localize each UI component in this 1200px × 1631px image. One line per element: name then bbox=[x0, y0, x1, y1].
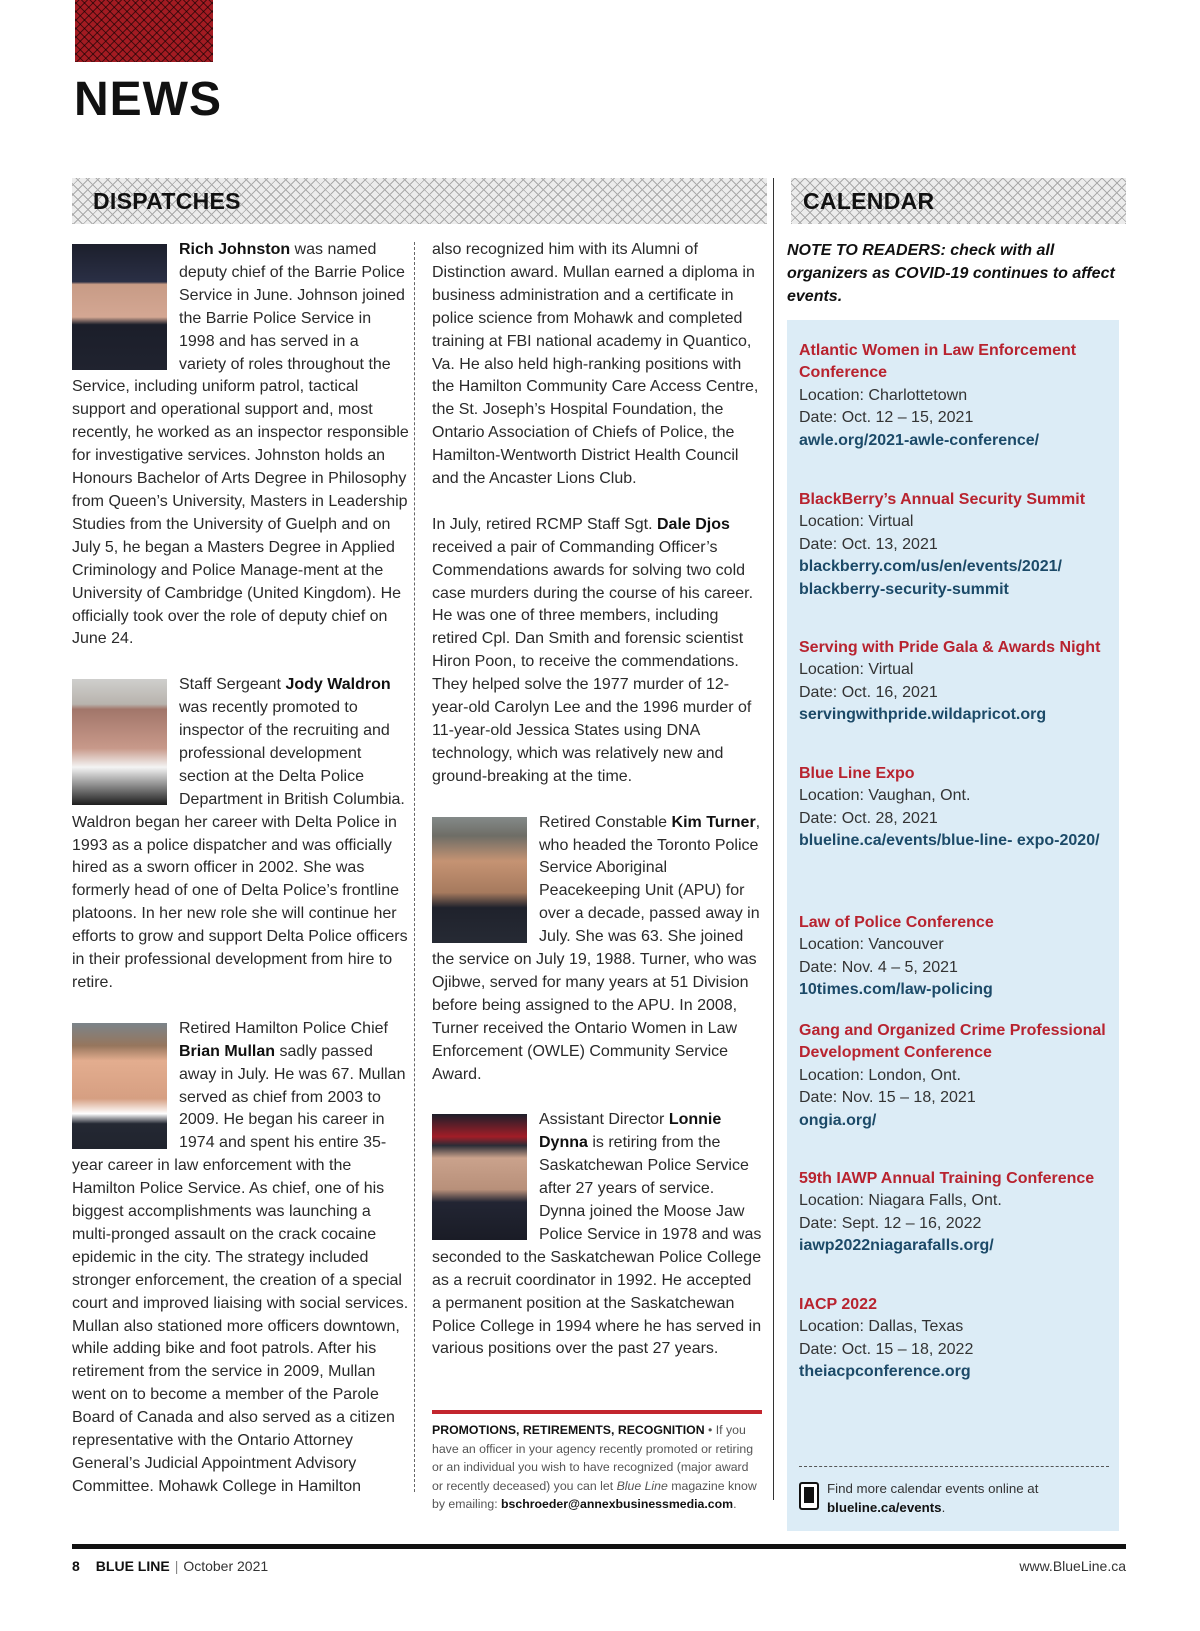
calendar-event bbox=[799, 1020, 1111, 1132]
event-link[interactable]: blueline.ca/events/blue-line- expo-2020/ bbox=[799, 832, 1100, 850]
event-location: Location: Niagara Falls, Ont. bbox=[799, 1192, 1002, 1210]
section-title: NEWS bbox=[74, 73, 222, 126]
person-name: Brian Mullan bbox=[179, 1042, 276, 1060]
dispatches-band bbox=[72, 178, 767, 224]
event-title: Law of Police Conference bbox=[799, 914, 994, 931]
event-date: Date: Oct. 16, 2021 bbox=[799, 683, 938, 701]
footer-rule bbox=[72, 1544, 1126, 1549]
dispatch-johnston bbox=[72, 239, 410, 651]
person-name: Lonnie Dynna bbox=[539, 1111, 722, 1152]
event-title: Atlantic Women in Law Enforcement Conference bbox=[799, 342, 1077, 382]
event-title: BlackBerry’s Annual Security Summit bbox=[799, 491, 1086, 508]
event-location: Location: London, Ont. bbox=[799, 1066, 961, 1084]
column-divider bbox=[414, 242, 415, 1492]
calendar-events-link[interactable]: blueline.ca/events bbox=[827, 1500, 942, 1515]
event-location: Location: Charlottetown bbox=[799, 386, 968, 404]
magazine-brand: BLUE LINE bbox=[95, 1558, 170, 1574]
dispatches-column-1 bbox=[72, 239, 410, 1499]
event-title: IACP 2022 bbox=[799, 1296, 877, 1313]
calendar-event bbox=[799, 637, 1111, 727]
dispatch-turner: Retired Constable Kim Turner, who headed the Toronto Police Service Aboriginal Peacekeeping Unit (APU) for over a decade, passed away in July. She was 63. She joined the service on July 19, 1988. Turner, who was Ojibwe, served for many years at 51 Division before being assigned to the APU. In 2008, Turner received the Ontario Women in Law Enforcement (OWLE) Community Service Award. bbox=[432, 813, 761, 1083]
dispatch-text: is retiring from the Saskatchewan Police Service after 27 years of service. Dynna joined the Moose Jaw Police Service in 1978 and was seconded to the Saskatchewan Police College as a recruit coordinator in 1992. He accepted a permanent position at the Saskatchewan Police College in 1994 where he has served in various positions over the past 27 years. bbox=[432, 1134, 762, 1358]
event-link[interactable]: theiacpconference.org bbox=[799, 1363, 971, 1381]
calendar-event bbox=[799, 763, 1111, 853]
page-number: 8 bbox=[72, 1558, 80, 1574]
event-link[interactable]: awle.org/2021-awle-conference/ bbox=[799, 431, 1040, 449]
event-date: Date: Oct. 13, 2021 bbox=[799, 535, 938, 553]
event-location: Location: Vaughan, Ont. bbox=[799, 787, 971, 805]
event-location: Location: Virtual bbox=[799, 661, 914, 679]
event-link[interactable]: blackberry.com/us/en/events/2021/ blackberry-security-summit bbox=[799, 558, 1062, 598]
turner-photo bbox=[432, 817, 527, 943]
calendar-divider bbox=[773, 178, 774, 1500]
event-date: Date: Oct. 12 – 15, 2021 bbox=[799, 409, 974, 427]
mullan-photo bbox=[72, 1023, 167, 1149]
waldron-photo bbox=[72, 679, 167, 805]
event-date: Date: Oct. 28, 2021 bbox=[799, 809, 938, 827]
calendar-heading: CALENDAR bbox=[803, 188, 935, 214]
footer-left: 8 BLUE LINE | October 2021 bbox=[72, 1558, 269, 1574]
event-title: 59th IAWP Annual Training Conference bbox=[799, 1170, 1095, 1187]
event-location: Location: Dallas, Texas bbox=[799, 1318, 964, 1336]
calendar-note: NOTE TO READERS: check with all organizers as COVID-19 continues to affect events. bbox=[787, 242, 1115, 305]
dispatch-dynna: Assistant Director Lonnie Dynna is retiring from the Saskatchewan Police Service after 27 years of service. Dynna joined the Moose Jaw Police Service in 1978 and was seconded to the Saskatchewan Police College as a recruit coordinator in 1992. He accepted a permanent position at the Saskatchewan Police College in 1994 where he has served in various positions over the past 27 years. bbox=[432, 1111, 762, 1358]
issue-date: October 2021 bbox=[183, 1558, 269, 1574]
person-name: Rich Johnston bbox=[179, 241, 291, 258]
person-name: Kim Turner bbox=[671, 813, 756, 831]
calendar-event bbox=[799, 912, 1111, 1002]
event-title: Gang and Organized Crime Professional Development Conference bbox=[799, 1022, 1106, 1062]
dispatches-column-2 bbox=[432, 239, 762, 1361]
event-link[interactable]: ongia.org/ bbox=[799, 1111, 877, 1129]
event-link[interactable]: servingwithpride.wildapricot.org bbox=[799, 706, 1047, 724]
dispatch-text: sadly passed away in July. He was 67. Mullan served as chief from 2003 to 2009. He began his career in 1974 and spent his entire 35-year career in law enforcement with the Hamilton Police Service. As chief, one of his biggest accomplishments was launching a multi-pronged assault on the crack cocaine epidemic in the city. The strategy included stronger enforcement, the creation of a special court and improved liaising with social services. Mullan also stationed more officers downtown, while adding bike and foot patrols. After his retirement from the service in 2009, Mullan went on to become a member of the Parole Board of Canada and also served as a citizen representative with the Ontario Attorney General’s Judicial Appointment Advisory Committee. Mohawk College in Hamilton bbox=[72, 1042, 409, 1495]
dispatch-text: , who headed the Toronto Police Service Aboriginal Peacekeeping Unit (APU) for over a decade, passed away in July. She was 63. She joined the service on July 19, 1988. Turner, who was Ojibwe, served for many years at 51 Division before being assigned to the APU. In 2008, Turner received the Ontario Women in Law Enforcement (OWLE) Community Service Award. bbox=[432, 813, 761, 1083]
calendar-event bbox=[799, 1294, 1111, 1384]
event-link[interactable]: iawp2022niagarafalls.org/ bbox=[799, 1237, 994, 1255]
calendar-find-more: Find more calendar events online at blueline.ca/events. bbox=[827, 1481, 1039, 1515]
dispatch-mullan: Retired Hamilton Police Chief Brian Mullan sadly passed away in July. He was 67. Mullan served as chief from 2003 to 2009. He began his career in 1974 and spent his entire 35-year career in law enforcement with the Hamilton Police Service. As chief, one of his biggest accomplishments was launching a multi-pronged assault on the crack cocaine epidemic in the city. The strategy included stronger enforcement, the creation of a special court and improved liaising with social services. Mullan also stationed more officers downtown, while adding bike and foot patrols. After his retirement from the service in 2009, Mullan went on to become a member of the Parole Board of Canada and also served as a citizen representative with the Ontario Attorney General’s Judicial Appointment Advisory Committee. Mohawk College in Hamilton bbox=[72, 1019, 409, 1495]
event-title: Serving with Pride Gala & Awards Night bbox=[799, 639, 1101, 656]
calendar-band bbox=[791, 178, 1126, 224]
dispatch-mullan-continued: also recognized him with its Alumni of Distinction award. Mullan earned a diploma in business administration and a certificate in police science from Mohawk and completed training at FBI national academy in Quantico, Va. He also held high-ranking positions with the Hamilton Community Care Access Centre, the St. Joseph’s Hospital Foundation, the Ontario Association of Chiefs of Police, the Hamilton-Wentworth District Health Council and the Ancaster Lions Club. bbox=[432, 241, 759, 488]
event-title: Blue Line Expo bbox=[799, 765, 915, 782]
event-date: Date: Oct. 15 – 18, 2022 bbox=[799, 1340, 974, 1358]
calendar-event bbox=[799, 489, 1111, 601]
person-name: Jody Waldron bbox=[285, 676, 391, 694]
promo-heading: PROMOTIONS, RETIREMENTS, RECOGNITION bbox=[432, 1423, 705, 1437]
dispatch-text: was recently promoted to inspector of the recruiting and professional development section at the Delta Police Department in British Columbia. Waldron began her career with Delta Police in 1993 as a police dispatcher and was officially hired as a sworn officer in 2002. She was formerly head of one of Delta Police’s frontline platoons. In her new role she will continue her efforts to grow and support Delta Police officers in their professional development from hire to retire. bbox=[72, 699, 408, 991]
promo-note: PROMOTIONS, RETIREMENTS, RECOGNITION • If you have an officer in your agency recently promoted or retiring or an individual you wish to have recognized (major award or recently deceased) you can let Blue Line magazine know by emailing: bschroeder@annexbusinessmedia.com. bbox=[432, 1423, 757, 1512]
dynna-photo bbox=[432, 1114, 527, 1240]
dispatch-waldron: Staff Sergeant Jody Waldron was recently promoted to inspector of the recruiting and professional development section at the Delta Police Department in British Columbia. Waldron began her career with Delta Police in 1993 as a police dispatcher and was officially hired as a sworn officer in 2002. She was formerly head of one of Delta Police’s frontline platoons. In her new role she will continue her efforts to grow and support Delta Police officers in their professional development from hire to retire. bbox=[72, 676, 408, 991]
event-date: Date: Nov. 4 – 5, 2021 bbox=[799, 958, 958, 976]
footer-website[interactable]: www.BlueLine.ca bbox=[1019, 1558, 1126, 1574]
dispatch-text: was named deputy chief of the Barrie Police Service in June. Johnson joined the Barrie Police Service in 1998 and has served in a variety of roles throughout the Service, including uniform patrol, tactical support and operational support and, most recently, he worked as an inspector responsible for investigative services. Johnston holds an Honours Bachelor of Arts Degree in Philosophy from Queen’s University, Masters in Leadership Studies from the University of Guelph and on July 5, he began a Masters Degree in Applied Criminology and Police Manage-ment at the University of Cambridge (United Kingdom). He officially took over the role of deputy chief on June 24. bbox=[72, 241, 409, 648]
promo-rule bbox=[432, 1410, 762, 1414]
dispatch-text: received a pair of Commanding Officer’s Commendations awards for solving two cold case murders during the course of his career. He was one of three members, including retired Cpl. Dan Smith and forensic scientist Hiron Poon, to receive the commendations. They helped solve the 1977 murder of 12-year-old Carolyn Lee and the 1996 murder of 11-year-old Jessica States using DNA technology, which was relatively new and ground-breaking at the time. bbox=[432, 538, 754, 785]
event-link[interactable]: 10times.com/law-policing bbox=[799, 981, 993, 999]
calendar-event bbox=[799, 340, 1111, 452]
person-name: Dale Djos bbox=[656, 515, 730, 533]
tablet-icon bbox=[799, 1482, 819, 1510]
event-location: Location: Vancouver bbox=[799, 936, 944, 954]
header-decorative-swatch bbox=[75, 0, 213, 62]
johnston-photo bbox=[72, 244, 167, 370]
event-date: Date: Nov. 15 – 18, 2021 bbox=[799, 1089, 976, 1107]
dispatches-heading: DISPATCHES bbox=[93, 188, 241, 214]
calendar-event bbox=[799, 1168, 1111, 1258]
event-date: Date: Sept. 12 – 16, 2022 bbox=[799, 1214, 982, 1232]
event-location: Location: Virtual bbox=[799, 513, 914, 531]
promo-email-link[interactable]: bschroeder@annexbusinessmedia.com bbox=[501, 1497, 734, 1512]
calendar-find-divider bbox=[799, 1466, 1109, 1467]
dispatch-djos: In July, retired RCMP Staff Sgt. Dale Djos received a pair of Commanding Officer’s Commendations awards for solving two cold case murders during the course of his career. He was one of three members, including retired Cpl. Dan Smith and forensic scientist Hiron Poon, to receive the commendations. They helped solve the 1977 murder of 12-year-old Carolyn Lee and the 1996 murder of 11-year-old Jessica States using DNA technology, which was relatively new and ground-breaking at the time. bbox=[432, 515, 754, 785]
